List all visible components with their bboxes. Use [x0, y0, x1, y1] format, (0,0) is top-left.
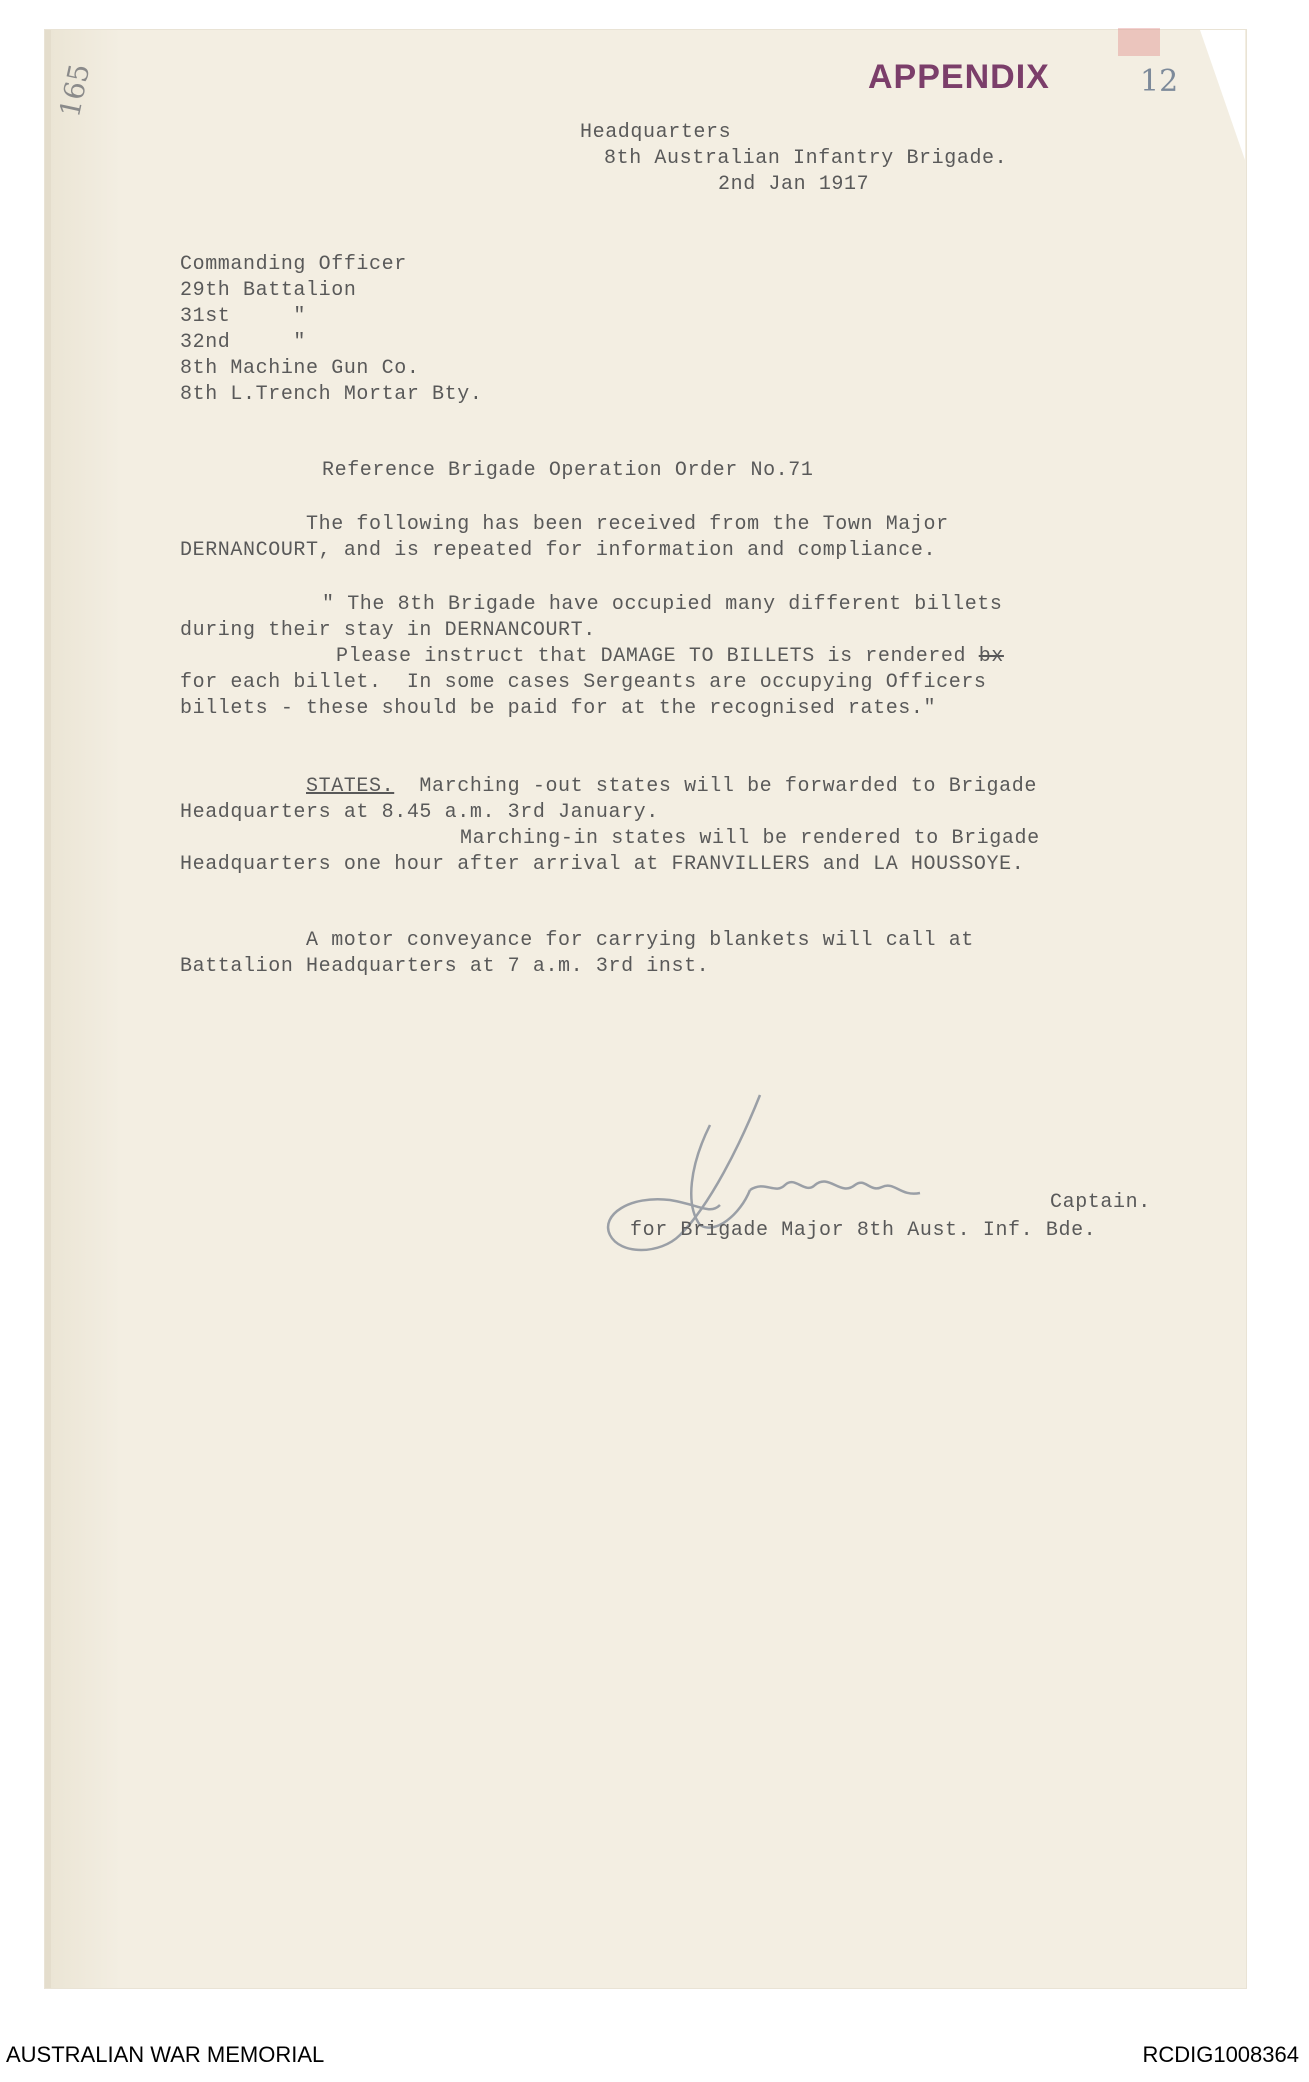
header-date: 2nd Jan 1917	[718, 173, 870, 196]
torn-corner	[1200, 30, 1245, 160]
states-heading: STATES.	[306, 775, 395, 798]
quote-line-2: during their stay in DERNANCOURT.	[180, 619, 596, 642]
header-line-1: Headquarters	[580, 121, 732, 144]
addressee-line: 31st "	[180, 305, 307, 328]
states-line-1-text: Marching -out states will be forwarded to Brigade	[394, 775, 1037, 798]
footer-record-id: RCDIG1008364	[1142, 2042, 1299, 2067]
paragraph-1-line-2: DERNANCOURT, and is repeated for information and compliance.	[180, 539, 937, 562]
struck-text: bx	[978, 645, 1004, 668]
reference-line: Reference Brigade Operation Order No.71	[322, 459, 814, 482]
folio-number: 12	[1140, 64, 1179, 99]
quote-line-5: billets - these should be paid for at the recognised rates."	[180, 697, 937, 720]
quote-line-1: " The 8th Brigade have occupied many different billets	[322, 593, 1003, 616]
paragraph-1-line-1: The following has been received from the Town Major	[306, 513, 949, 536]
addressee-line: 8th L.Trench Mortar Bty.	[180, 383, 483, 406]
corner-mark	[1118, 28, 1160, 56]
states-line-1	[306, 774, 1037, 800]
signatory-for-line: for Brigade Major 8th Aust. Inf. Bde.	[630, 1219, 1097, 1242]
quote-line-3	[336, 644, 1004, 670]
addressee-line: Commanding Officer	[180, 253, 407, 276]
quote-line-3-text: Please instruct that DAMAGE TO BILLETS is rendered	[336, 645, 979, 668]
quote-line-4: for each billet. In some cases Sergeants are occupying Officers	[180, 671, 987, 694]
addressee-line: 32nd "	[180, 331, 307, 354]
states-line-2: Headquarters at 8.45 a.m. 3rd January.	[180, 801, 659, 824]
pencil-page-number: 165	[53, 60, 97, 121]
states-line-3: Marching-in states will be rendered to Brigade	[460, 827, 1040, 850]
addressee-line: 29th Battalion	[180, 279, 357, 302]
conveyance-line-1: A motor conveyance for carrying blankets will call at	[306, 929, 974, 952]
header-line-2: 8th Australian Infantry Brigade.	[604, 147, 1008, 170]
signatory-rank: Captain.	[1050, 1191, 1151, 1214]
appendix-stamp: APPENDIX	[868, 58, 1050, 96]
conveyance-line-2: Battalion Headquarters at 7 a.m. 3rd inst.	[180, 955, 710, 978]
states-line-4: Headquarters one hour after arrival at FRANVILLERS and LA HOUSSOYE.	[180, 853, 1025, 876]
footer-institution: AUSTRALIAN WAR MEMORIAL	[6, 2042, 325, 2067]
paper-edge-shadow	[51, 30, 121, 1988]
addressee-line: 8th Machine Gun Co.	[180, 357, 420, 380]
